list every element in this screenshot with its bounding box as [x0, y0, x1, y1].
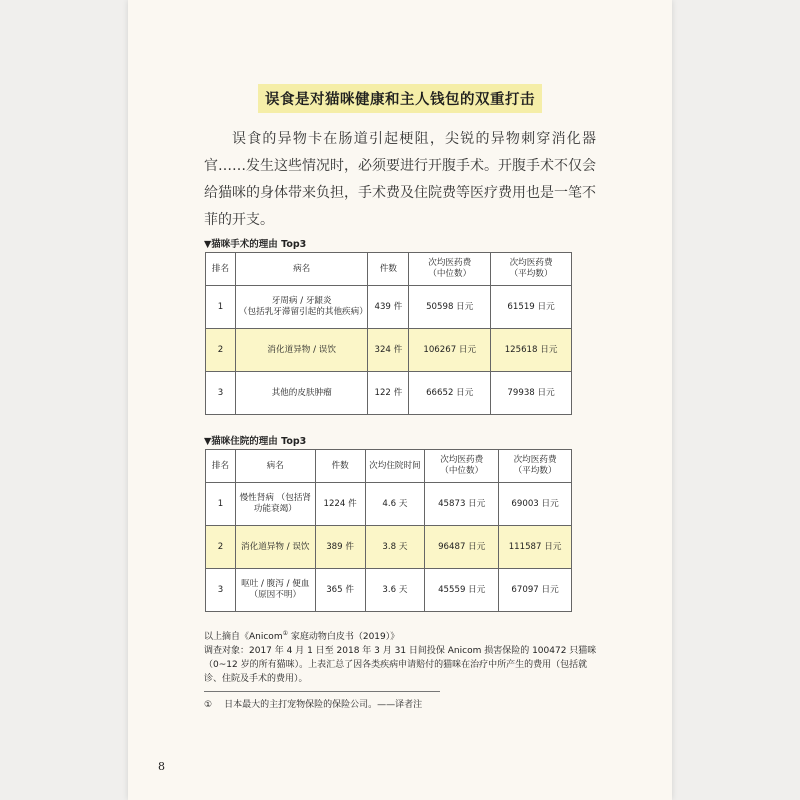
cell-stay-time: 3.8 天 — [365, 526, 425, 569]
body-paragraph: 误食的异物卡在肠道引起梗阻，尖锐的异物刺穿消化器官……发生这些情况时，必须要进行开腹手术。开腹手术不仅会给猫咪的身体带来负担，手术费及住院费等医疗费用也是一笔不菲的开支。 — [204, 131, 596, 228]
surgery-table — [205, 252, 572, 415]
cell-count: 439 件 — [368, 286, 409, 329]
cell-count: 365 件 — [315, 569, 365, 612]
cell-mean: 69003 日元 — [499, 483, 572, 526]
source-note — [204, 627, 598, 686]
cell-mean: 79938 日元 — [491, 372, 572, 415]
disease-text: 牙周病 / 牙龈炎 （包括乳牙滞留引起的其他疾病） — [238, 296, 368, 317]
cell-stay-time: 4.6 天 — [365, 483, 425, 526]
cell-median: 45873 日元 — [425, 483, 499, 526]
table-row — [206, 483, 572, 526]
cell-mean: 111587 日元 — [499, 526, 572, 569]
footnote-ref-mark: ① — [282, 630, 288, 637]
header-mean-cost — [491, 253, 572, 286]
cell-mean: 125618 日元 — [491, 329, 572, 372]
section-title: 误食是对猫咪健康和主人钱包的双重打击 — [258, 84, 542, 113]
cell-rank: 3 — [206, 569, 236, 612]
hospital-table-label: ▼猫咪住院的理由 Top3 — [204, 436, 307, 447]
header-median-cost — [425, 450, 499, 483]
header-rank: 排名 — [206, 253, 236, 286]
footnote-mark: ① — [204, 700, 213, 710]
cell-rank: 3 — [206, 372, 236, 415]
footnote-divider — [204, 691, 440, 692]
cell-rank: 2 — [206, 329, 236, 372]
header-mean-cost — [499, 450, 572, 483]
hospital-table-header — [206, 450, 572, 483]
cell-stay-time: 3.6 天 — [365, 569, 425, 612]
table-row — [206, 569, 572, 612]
cell-mean: 67097 日元 — [499, 569, 572, 612]
source-citation — [204, 627, 598, 644]
page-number: 8 — [158, 760, 165, 773]
header-rank: 排名 — [206, 450, 236, 483]
cell-rank: 1 — [206, 286, 236, 329]
header-count: 件数 — [315, 450, 365, 483]
header-median-cost — [409, 253, 491, 286]
table-row-highlight — [206, 526, 572, 569]
cell-count: 122 件 — [368, 372, 409, 415]
disease-text: 呕吐 / 腹泻 / 便血 （原因不明） — [241, 579, 310, 600]
hospital-table — [205, 449, 572, 612]
cell-disease: 消化道异物 / 误饮 — [235, 329, 368, 372]
header-mean-text: 次均医药费 （平均数） — [509, 258, 553, 279]
cell-disease: 消化道异物 / 误饮 — [235, 526, 315, 569]
header-median-text: 次均医药费 （中位数） — [440, 455, 484, 476]
cell-disease: 慢性肾病 （包括肾功能衰竭） — [235, 483, 315, 526]
survey-description: 调查对象：2017 年 4 月 1 日至 2018 年 3 月 31 日间投保 Anicom 损害保险的 100472 只猫咪（0~12 岁的所有猫咪）。上表汇总了因各类疾病申请赔付的猫咪在治疗中所产生的费用（包括就诊、住院及手术的费用）。 — [204, 646, 597, 684]
cell-disease — [235, 286, 368, 329]
table-row — [206, 286, 572, 329]
cell-median: 66652 日元 — [409, 372, 491, 415]
header-mean-text: 次均医药费 （平均数） — [513, 455, 557, 476]
table-row — [206, 372, 572, 415]
surgery-table-label: ▼猫咪手术的理由 Top3 — [204, 239, 307, 250]
cell-count: 1224 件 — [315, 483, 365, 526]
cell-count: 389 件 — [315, 526, 365, 569]
table-row-highlight — [206, 329, 572, 372]
footnote — [204, 697, 422, 710]
book-page — [128, 0, 672, 800]
cell-count: 324 件 — [368, 329, 409, 372]
section-title-wrap — [128, 84, 672, 113]
footnote-text: 日本最大的主打宠物保险的保险公司。——译者注 — [224, 700, 423, 710]
surgery-table-header — [206, 253, 572, 286]
header-disease: 病名 — [235, 450, 315, 483]
cell-rank: 1 — [206, 483, 236, 526]
cell-median: 106267 日元 — [409, 329, 491, 372]
cell-disease — [235, 569, 315, 612]
cell-median: 96487 日元 — [425, 526, 499, 569]
cell-mean: 61519 日元 — [491, 286, 572, 329]
citation-prefix: 以上摘自《Anicom — [204, 632, 283, 642]
header-stay-time: 次均住院时间 — [365, 450, 425, 483]
header-count: 件数 — [368, 253, 409, 286]
cell-disease: 其他的皮肤肿瘤 — [235, 372, 368, 415]
citation-suffix: 家庭动物白皮书（2019）》 — [287, 632, 400, 642]
cell-median: 45559 日元 — [425, 569, 499, 612]
cell-median: 50598 日元 — [409, 286, 491, 329]
header-disease: 病名 — [235, 253, 368, 286]
header-median-text: 次均医药费 （中位数） — [428, 258, 472, 279]
cell-rank: 2 — [206, 526, 236, 569]
